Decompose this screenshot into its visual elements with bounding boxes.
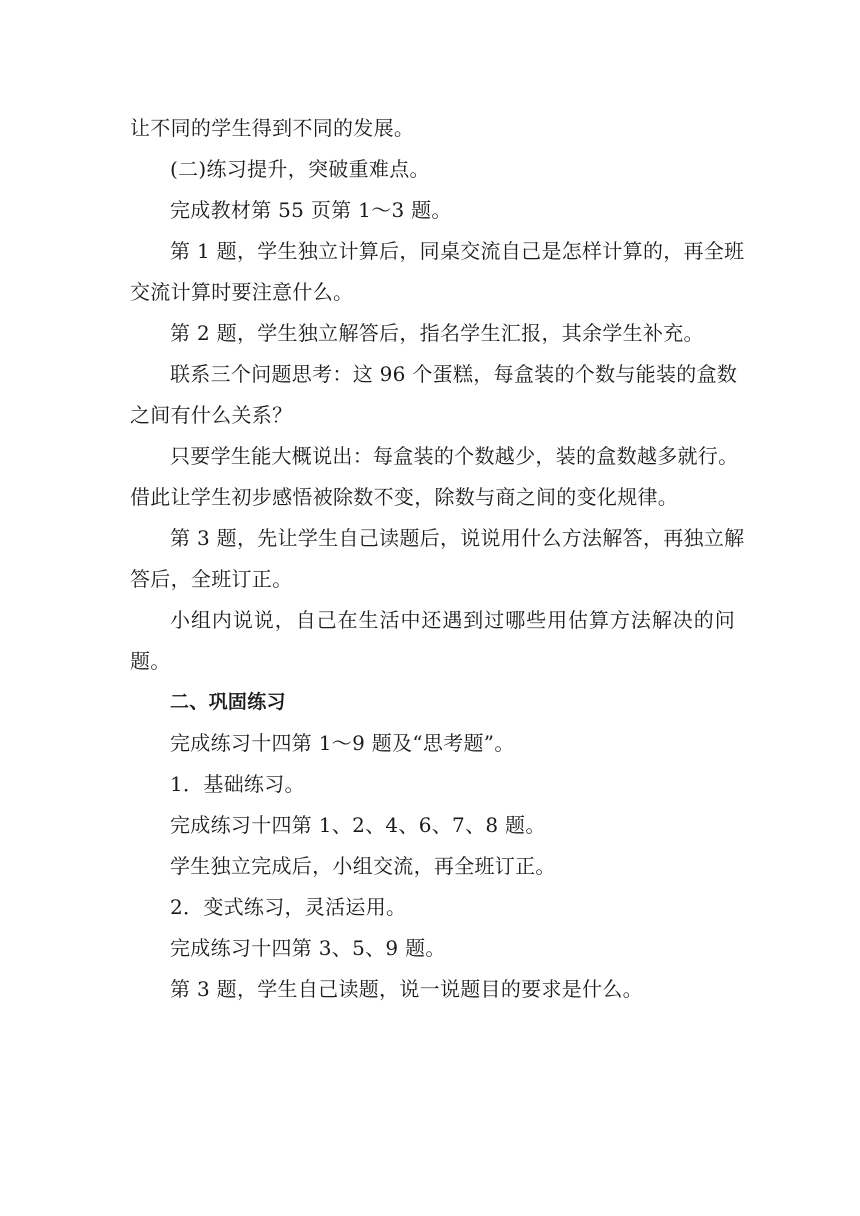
paragraph-line: 借此让学生初步感悟被除数不变，除数与商之间的变化规律。: [130, 485, 679, 509]
paragraph-line: 第 2 题，学生独立解答后，指名学生汇报，其余学生补充。: [170, 321, 704, 345]
paragraph-line: 联系三个问题思考：这 96 个蛋糕，每盒装的个数与能装的盒数: [170, 362, 738, 386]
list-item: 2．变式练习，灵活运用。: [170, 895, 407, 919]
section-heading: 二、巩固练习: [170, 691, 286, 713]
paragraph-line: 之间有什么关系？: [130, 403, 293, 427]
paragraph-line: 交流计算时要注意什么。: [130, 280, 354, 304]
paragraph-line: 答后，全班订正。: [130, 567, 293, 591]
paragraph-line: 让不同的学生得到不同的发展。: [130, 116, 415, 140]
section-subheading: (二)练习提升，突破重难点。: [170, 157, 430, 181]
paragraph-line: 完成练习十四第 3、5、9 题。: [170, 936, 446, 960]
paragraph-line: 完成练习十四第 1、2、4、6、7、8 题。: [170, 813, 546, 837]
paragraph-line: 只要学生能大概说出：每盒装的个数越少，装的盒数越多就行。: [170, 444, 739, 468]
document-body: [130, 108, 745, 1010]
paragraph-line: 完成练习十四第 1～9 题及“思考题”。: [170, 731, 515, 755]
paragraph-line: 第 1 题，学生独立计算后，同桌交流自己是怎样计算的，再全班: [170, 239, 745, 263]
paragraph-line: 完成教材第 55 页第 1～3 题。: [170, 198, 452, 222]
paragraph-line: 题。: [130, 649, 171, 673]
paragraph-line: 第 3 题，学生自己读题，说一说题目的要求是什么。: [170, 977, 643, 1001]
list-item: 1．基础练习。: [170, 772, 305, 796]
paragraph-line: 学生独立完成后，小组交流，再全班订正。: [170, 854, 556, 878]
paragraph-line: 第 3 题，先让学生自己读题后，说说用什么方法解答，再独立解: [170, 526, 745, 550]
paragraph-line: 小组内说说，自己在生活中还遇到过哪些用估算方法解决的问: [170, 608, 735, 632]
